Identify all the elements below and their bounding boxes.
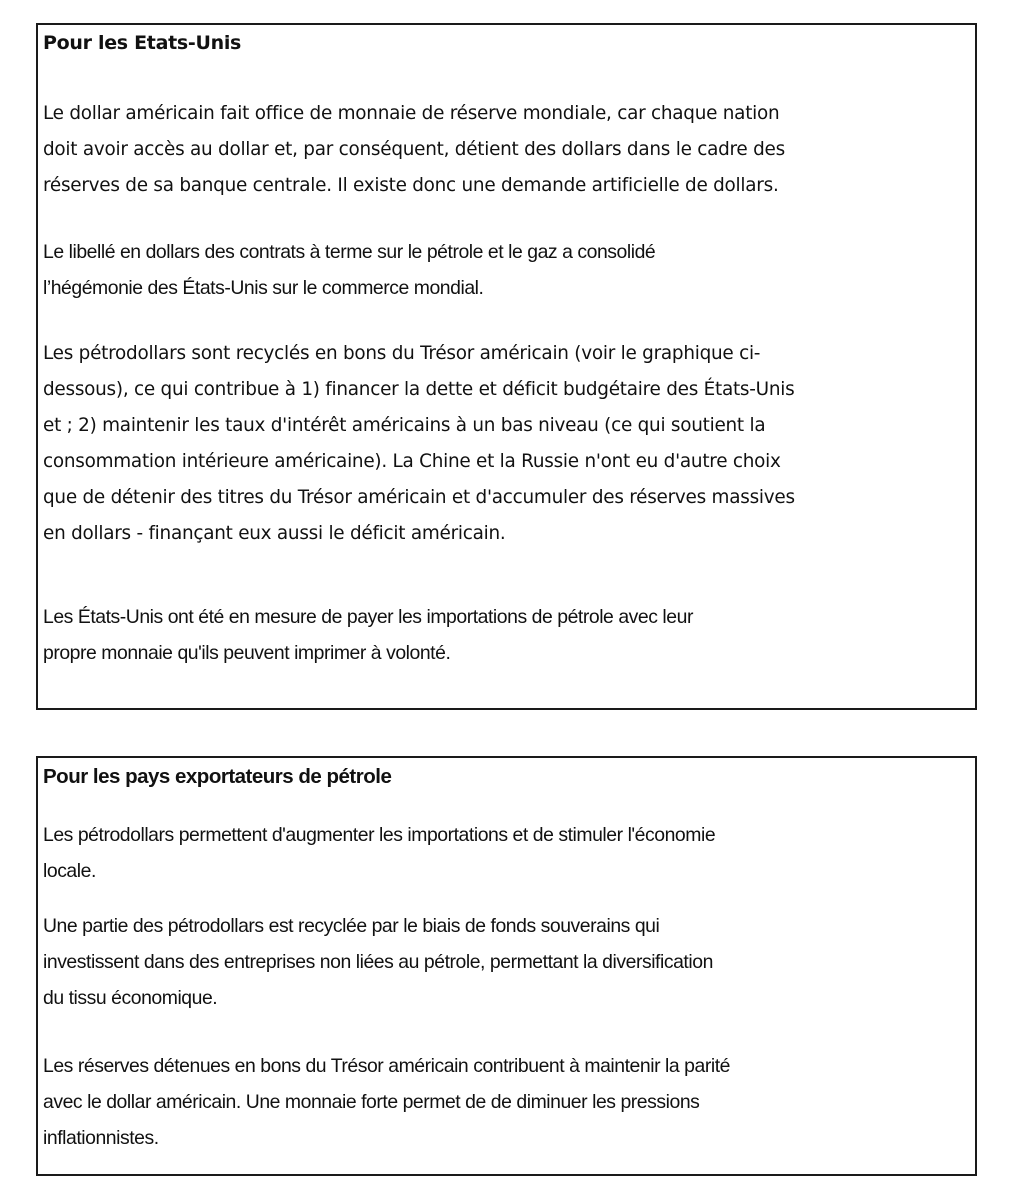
text-line: dessous), ce qui contribue à 1) financer la dette et déficit budgétaire des États-Unis [43,379,795,400]
section-united-states [36,23,977,710]
text-line: Les pétrodollars permettent d'augmenter les importations et de stimuler l'économie [43,824,716,846]
paragraph-sovereign-funds [43,908,923,1016]
text-line: Les États-Unis ont été en mesure de payer les importations de pétrole avec leur [43,606,693,628]
text-line: en dollars - finançant eux aussi le déficit américain. [43,523,506,544]
paragraph-print-money [43,599,923,671]
text-line: Une partie des pétrodollars est recyclée par le biais de fonds souverains qui [43,915,660,937]
paragraph-currency-parity [43,1048,923,1156]
text-line: Les pétrodollars sont recyclés en bons du Trésor américain (voir le graphique ci- [43,343,761,364]
section-title: Pour les pays exportateurs de pétrole [43,765,392,788]
text-line: que de détenir des titres du Trésor américain et d'accumuler des réserves massives [43,487,795,508]
text-line: inflationnistes. [43,1127,159,1149]
paragraph-reserve-currency [43,96,923,204]
text-line: propre monnaie qu'ils peuvent imprimer à volonté. [43,642,451,664]
text-line: Le dollar américain fait office de monnaie de réserve mondiale, car chaque nation [43,103,780,124]
text-line: et ; 2) maintenir les taux d'intérêt américains à un bas niveau (ce qui soutient la [43,415,766,436]
text-line: Le libellé en dollars des contrats à terme sur le pétrole et le gaz a consolidé [43,241,656,263]
text-line: investissent dans des entreprises non liées au pétrole, permettant la diversification [43,951,713,973]
text-line: l’hégémonie des États-Unis sur le commerce mondial. [43,277,484,299]
section-title: Pour les Etats-Unis [43,32,242,54]
paragraph-treasury-recycling [43,336,923,552]
section-oil-exporters [36,756,977,1176]
paragraph-oil-contracts [43,234,923,306]
text-line: doit avoir accès au dollar et, par conséquent, détient des dollars dans le cadre des [43,139,785,160]
text-line: du tissu économique. [43,987,218,1009]
text-line: consommation intérieure américaine). La Chine et la Russie n'ont eu d'autre choix [43,451,781,472]
text-line: locale. [43,860,96,882]
text-line: Les réserves détenues en bons du Trésor américain contribuent à maintenir la parité [43,1055,730,1077]
text-line: avec le dollar américain. Une monnaie forte permet de de diminuer les pressions [43,1091,700,1113]
text-line: réserves de sa banque centrale. Il existe donc une demande artificielle de dollars. [43,175,779,196]
paragraph-stimulate-economy [43,817,923,889]
